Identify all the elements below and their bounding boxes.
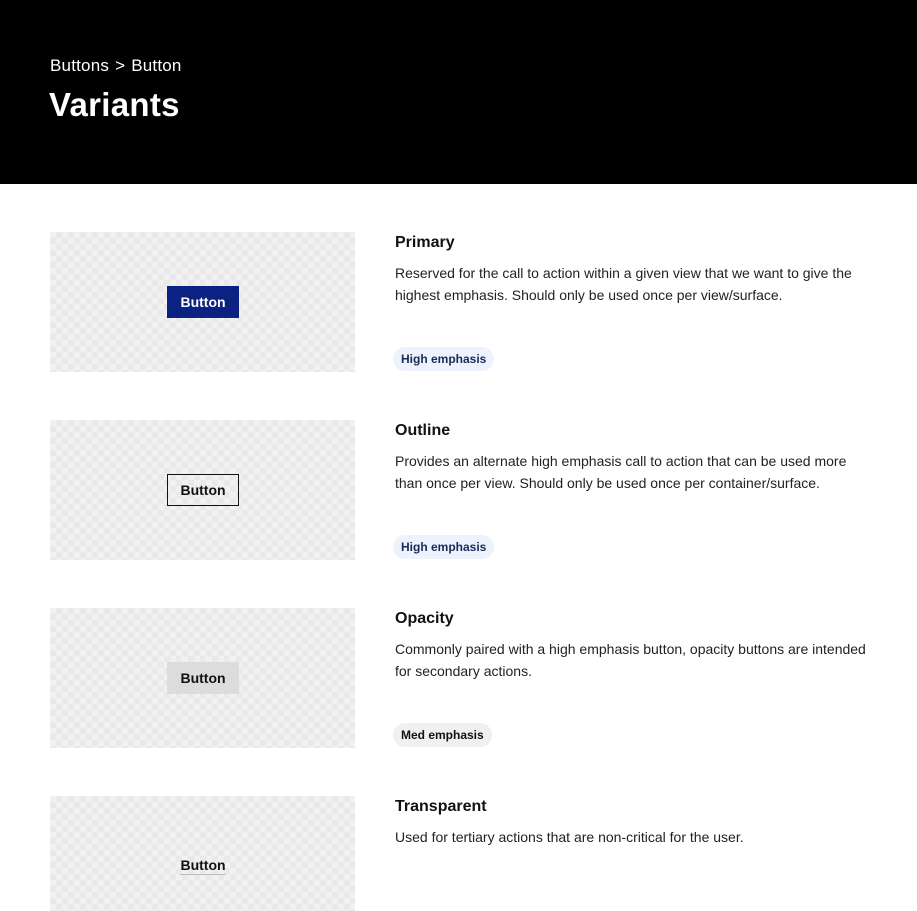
preview-canvas <box>50 796 355 911</box>
breadcrumb-current: Button <box>131 56 182 75</box>
variant-title: Transparent <box>395 798 487 815</box>
emphasis-badge: High emphasis <box>393 347 494 371</box>
variant-info <box>395 608 875 742</box>
variant-title: Primary <box>395 234 455 251</box>
preview-canvas <box>50 608 355 748</box>
variant-info <box>395 420 875 554</box>
variant-title: Opacity <box>395 610 454 627</box>
transparent-button[interactable] <box>167 850 239 882</box>
variant-description: Commonly paired with a high emphasis button, opacity buttons are intended for secondary actions. <box>395 641 866 679</box>
variant-description: Provides an alternate high emphasis call to action that can be used more than once per view. Should only be used once per container/surface. <box>395 453 847 491</box>
breadcrumb-parent-link[interactable]: Buttons <box>50 56 110 75</box>
breadcrumb <box>50 56 182 76</box>
variant-description: Used for tertiary actions that are non-critical for the user. <box>395 829 744 845</box>
preview-canvas <box>50 232 355 372</box>
page-header <box>0 0 917 184</box>
breadcrumb-separator: > <box>115 56 126 75</box>
variant-info <box>395 796 875 848</box>
variant-info <box>395 232 875 366</box>
outline-button[interactable]: Button <box>167 474 239 506</box>
emphasis-badge: High emphasis <box>393 535 494 559</box>
primary-button[interactable]: Button <box>167 286 239 318</box>
page-title: Variants <box>49 86 180 123</box>
emphasis-badge: Med emphasis <box>393 723 492 747</box>
variant-description: Reserved for the call to action within a given view that we want to give the highest emphasis. Should only be used once per view/surface. <box>395 265 852 303</box>
opacity-button[interactable]: Button <box>167 662 239 694</box>
preview-canvas <box>50 420 355 560</box>
transparent-button-label: Button <box>180 857 226 873</box>
variant-title: Outline <box>395 422 451 439</box>
